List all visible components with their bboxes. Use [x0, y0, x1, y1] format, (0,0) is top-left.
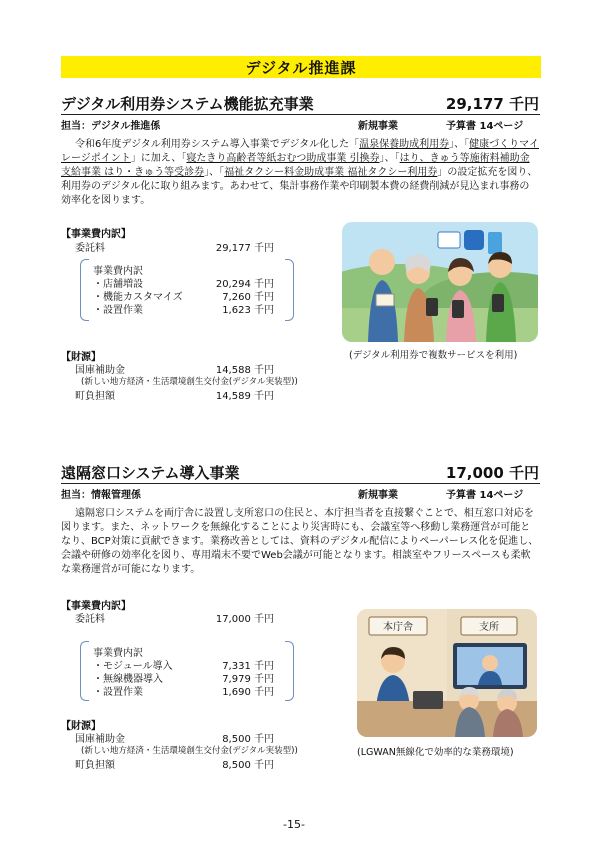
project-1-description — [61, 138, 539, 208]
project-2-budget-ref: 予算書 14ページ — [446, 490, 524, 501]
underlined-program-name: 福祉タクシー料金助成事業 福祉タクシー利用券 — [224, 167, 438, 178]
project-1-sub-title: 事業費内訳 — [93, 266, 143, 277]
project-2-breakdown-label: 【事業費内訳】 — [61, 601, 131, 612]
project-2-amount: 17,000 千円 — [445, 464, 539, 482]
project-1-rule — [61, 114, 540, 115]
underlined-program-name: 寝たきり高齢者等紙おむつ助成事業 引換券 — [186, 153, 380, 164]
underlined-program-name: 健康づくりマイレージポイント — [61, 139, 539, 164]
project-1-sub-item-amount: 7,260 千円 — [222, 292, 274, 303]
project-2-bracket-left — [80, 641, 89, 701]
project-2-caption: (LGWAN無線化で効率的な業務環境) — [357, 747, 514, 758]
description-text: 」に加え、「 — [130, 153, 187, 164]
project-2-sub-title: 事業費内訳 — [93, 648, 143, 659]
project-1-bracket-right — [285, 259, 294, 321]
project-1-budget-ref: 予算書 14ページ — [446, 121, 524, 132]
project-2-rule — [61, 483, 540, 484]
illus-sign-shisho: 支所 — [479, 622, 499, 633]
project-2-sub-item-amount: 7,979 千円 — [222, 674, 274, 685]
project-1-caption: (デジタル利用券で複数サービスを利用) — [349, 350, 518, 361]
project-2-kokko-note: (新しい地方経済・生活環境創生交付金(デジタル実装型)) — [81, 746, 298, 756]
project-2-bracket-right — [285, 641, 294, 701]
project-2-sub-item-label: ・モジュール導入 — [93, 661, 173, 672]
project-2-itaku-amount: 17,000 千円 — [215, 614, 274, 625]
project-2-kokko-amount: 8,500 千円 — [222, 734, 274, 745]
section-banner-title: デジタル推進課 — [245, 58, 357, 77]
project-1-sub-item-amount: 20,294 千円 — [215, 279, 274, 290]
project-2-kokko-label: 国庫補助金 — [75, 734, 125, 745]
description-text: 令和6年度デジタル利用券システム導入事業でデジタル化した「 — [75, 139, 360, 150]
description-text: 」の設定拡充を図り、利用券のデジタル化に取り組みます。あわせて、集計事務作業や印刷製本費の経費削減が見込まれ事務の効率化を図ります。 — [61, 167, 538, 206]
project-1-bracket-left — [80, 259, 89, 321]
project-2-itaku-label: 委託料 — [75, 614, 105, 625]
project-2-dept: 担当：情報管理係 — [61, 490, 141, 501]
section-banner — [61, 56, 541, 78]
project-1-sub-item-label: ・店舗増設 — [93, 279, 143, 290]
description-text: 」、「 — [204, 167, 225, 178]
project-1-itaku-amount: 29,177 千円 — [215, 243, 274, 254]
project-1-futan-amount: 14,589 千円 — [215, 391, 274, 402]
project-1-zaigen-label: 【財源】 — [61, 352, 101, 363]
project-1-breakdown-label: 【事業費内訳】 — [61, 229, 131, 240]
underlined-program-name: 温泉保養助成利用券 — [359, 139, 450, 150]
remote-counter-illustration-svg — [357, 609, 537, 737]
project-2-description: 遠隔窓口システムを両庁舎に設置し支所窓口の住民と、本庁担当者を直接繋ぐことで、相互窓口対応を図ります。また、ネットワークを無線化することにより災害時にも、会議室等へ移動し業務運営が可能となり、BCP対策に貢献できます。業務改善としては、資料のデジタル配信によりペーパーレス化を促進し、会議や研修の効率化を図り、専用端末不要でWeb会議が可能となります。相談室やフリースペースも柔軟な業務運営が可能になります。 — [61, 508, 539, 575]
project-2-sub-item-amount: 7,331 千円 — [222, 661, 274, 672]
project-1-sub-item-label: ・設置作業 — [93, 305, 143, 316]
underlined-program-name: はり、きゅう等施術料補助金支給事業 はり・きゅう等受診券 — [61, 153, 530, 178]
project-2-futan-amount: 8,500 千円 — [222, 760, 274, 771]
digital-voucher-illustration — [342, 222, 538, 342]
page-number: -15- — [283, 818, 305, 831]
project-2-sub-item-label: ・無線機器導入 — [93, 674, 163, 685]
project-1-kokko-amount: 14,588 千円 — [215, 365, 274, 376]
description-text: 」、「 — [449, 139, 470, 150]
project-1-kokko-label: 国庫補助金 — [75, 365, 125, 376]
project-1-status: 新規事業 — [358, 121, 398, 132]
project-2-futan-label: 町負担額 — [75, 760, 115, 771]
project-1-amount: 29,177 千円 — [445, 95, 539, 113]
remote-counter-illustration — [357, 609, 537, 737]
description-text: 」、「 — [379, 153, 400, 164]
project-2-zaigen-label: 【財源】 — [61, 721, 101, 732]
project-2-sub-item-amount: 1,690 千円 — [222, 687, 274, 698]
project-1-sub-item-amount: 1,623 千円 — [222, 305, 274, 316]
project-2-status: 新規事業 — [358, 490, 398, 501]
project-1-sub-item-label: ・機能カスタマイズ — [93, 292, 183, 303]
project-1-title: デジタル利用券システム機能拡充事業 — [61, 95, 314, 113]
project-1-futan-label: 町負担額 — [75, 391, 115, 402]
project-2-sub-item-label: ・設置作業 — [93, 687, 143, 698]
project-1-kokko-note: (新しい地方経済・生活環境創生交付金(デジタル実装型)) — [81, 377, 298, 387]
project-1-dept: 担当：デジタル推進係 — [61, 121, 161, 132]
project-2-title: 遠隔窓口システム導入事業 — [61, 464, 240, 482]
project-1-itaku-label: 委託料 — [75, 243, 105, 254]
digital-voucher-illustration-svg — [342, 222, 538, 342]
illus-sign-honchosha: 本庁舎 — [383, 622, 413, 633]
